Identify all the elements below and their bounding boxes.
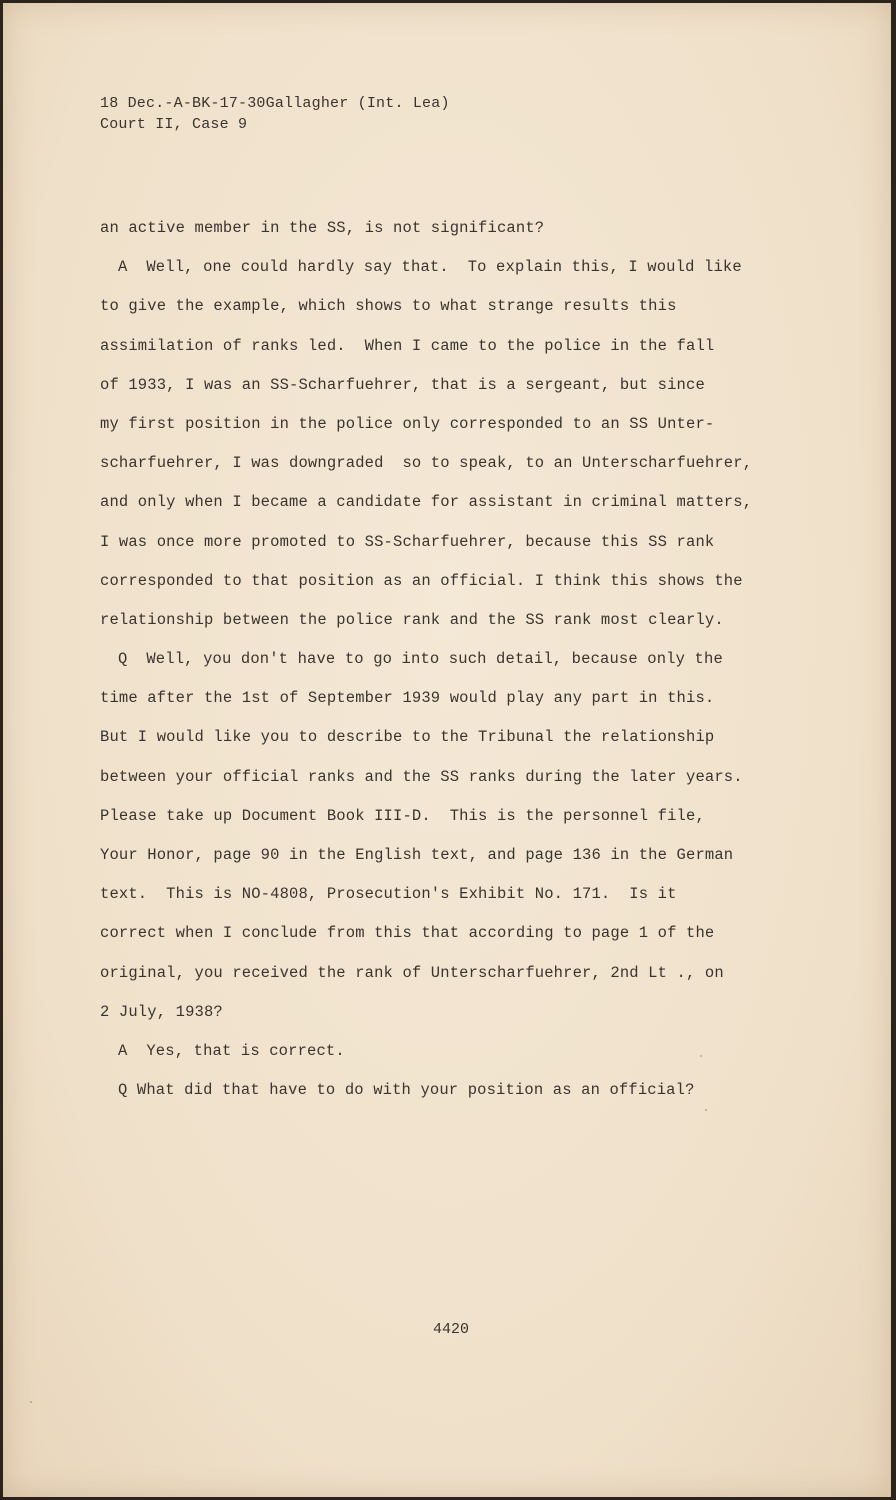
paper-speck: [30, 1401, 32, 1403]
transcript-line: relationship between the police rank and the SS rank most clearly.: [100, 610, 724, 629]
transcript-line: But I would like you to describe to the Tribunal the relationship: [100, 728, 715, 747]
transcript-line: time after the 1st of September 1939 would play any part in this.: [100, 689, 715, 708]
transcript-line: and only when I became a candidate for assistant in criminal matters,: [100, 493, 753, 512]
transcript-line: Q Well, you don't have to go into such detail, because only the: [118, 650, 723, 669]
page-number: 4420: [433, 1321, 470, 1338]
transcript-line: text. This is NO-4808, Prosecution's Exhibit No. 171. Is it: [100, 885, 677, 904]
transcript-line: A Well, one could hardly say that. To explain this, I would like: [118, 258, 742, 277]
paper-speck: [700, 1055, 702, 1057]
transcript-line: I was once more promoted to SS-Scharfuehrer, because this SS rank: [100, 532, 715, 551]
paper-speck: [705, 1109, 707, 1111]
header-line-1: 18 Dec.-A-BK-17-30Gallagher (Int. Lea): [100, 95, 450, 112]
transcript-line: Q What did that have to do with your position as an official?: [118, 1081, 695, 1100]
document-header: [100, 93, 450, 135]
transcript-line: assimilation of ranks led. When I came to the police in the fall: [100, 336, 715, 355]
transcript-body: [100, 209, 780, 1110]
transcript-line: between your official ranks and the SS ranks during the later years.: [100, 767, 743, 786]
transcript-line: to give the example, which shows to what strange results this: [100, 297, 677, 316]
transcript-line: Your Honor, page 90 in the English text, and page 136 in the German: [100, 846, 734, 864]
transcript-line: my first position in the police only corresponded to an SS Unter-: [100, 414, 715, 433]
transcript-line: an active member in the SS, is not significant?: [100, 219, 545, 237]
document-page: [3, 3, 891, 1497]
transcript-line: scharfuehrer, I was downgraded so to speak, to an Unterscharfuehrer,: [100, 454, 753, 473]
transcript-line: A Yes, that is correct.: [118, 1041, 345, 1060]
transcript-line: Please take up Document Book III-D. This is the personnel file,: [100, 806, 705, 825]
transcript-line: original, you received the rank of Unterscharfuehrer, 2nd Lt ., on: [100, 963, 724, 982]
transcript-line: correct when I conclude from this that according to page 1 of the: [100, 924, 715, 943]
header-line-2: Court II, Case 9: [100, 116, 248, 133]
transcript-line: of 1933, I was an SS-Scharfuehrer, that is a sergeant, but since: [100, 375, 705, 394]
transcript-line: corresponded to that position as an official. I think this shows the: [100, 571, 743, 590]
transcript-line: 2 July, 1938?: [100, 1002, 223, 1021]
